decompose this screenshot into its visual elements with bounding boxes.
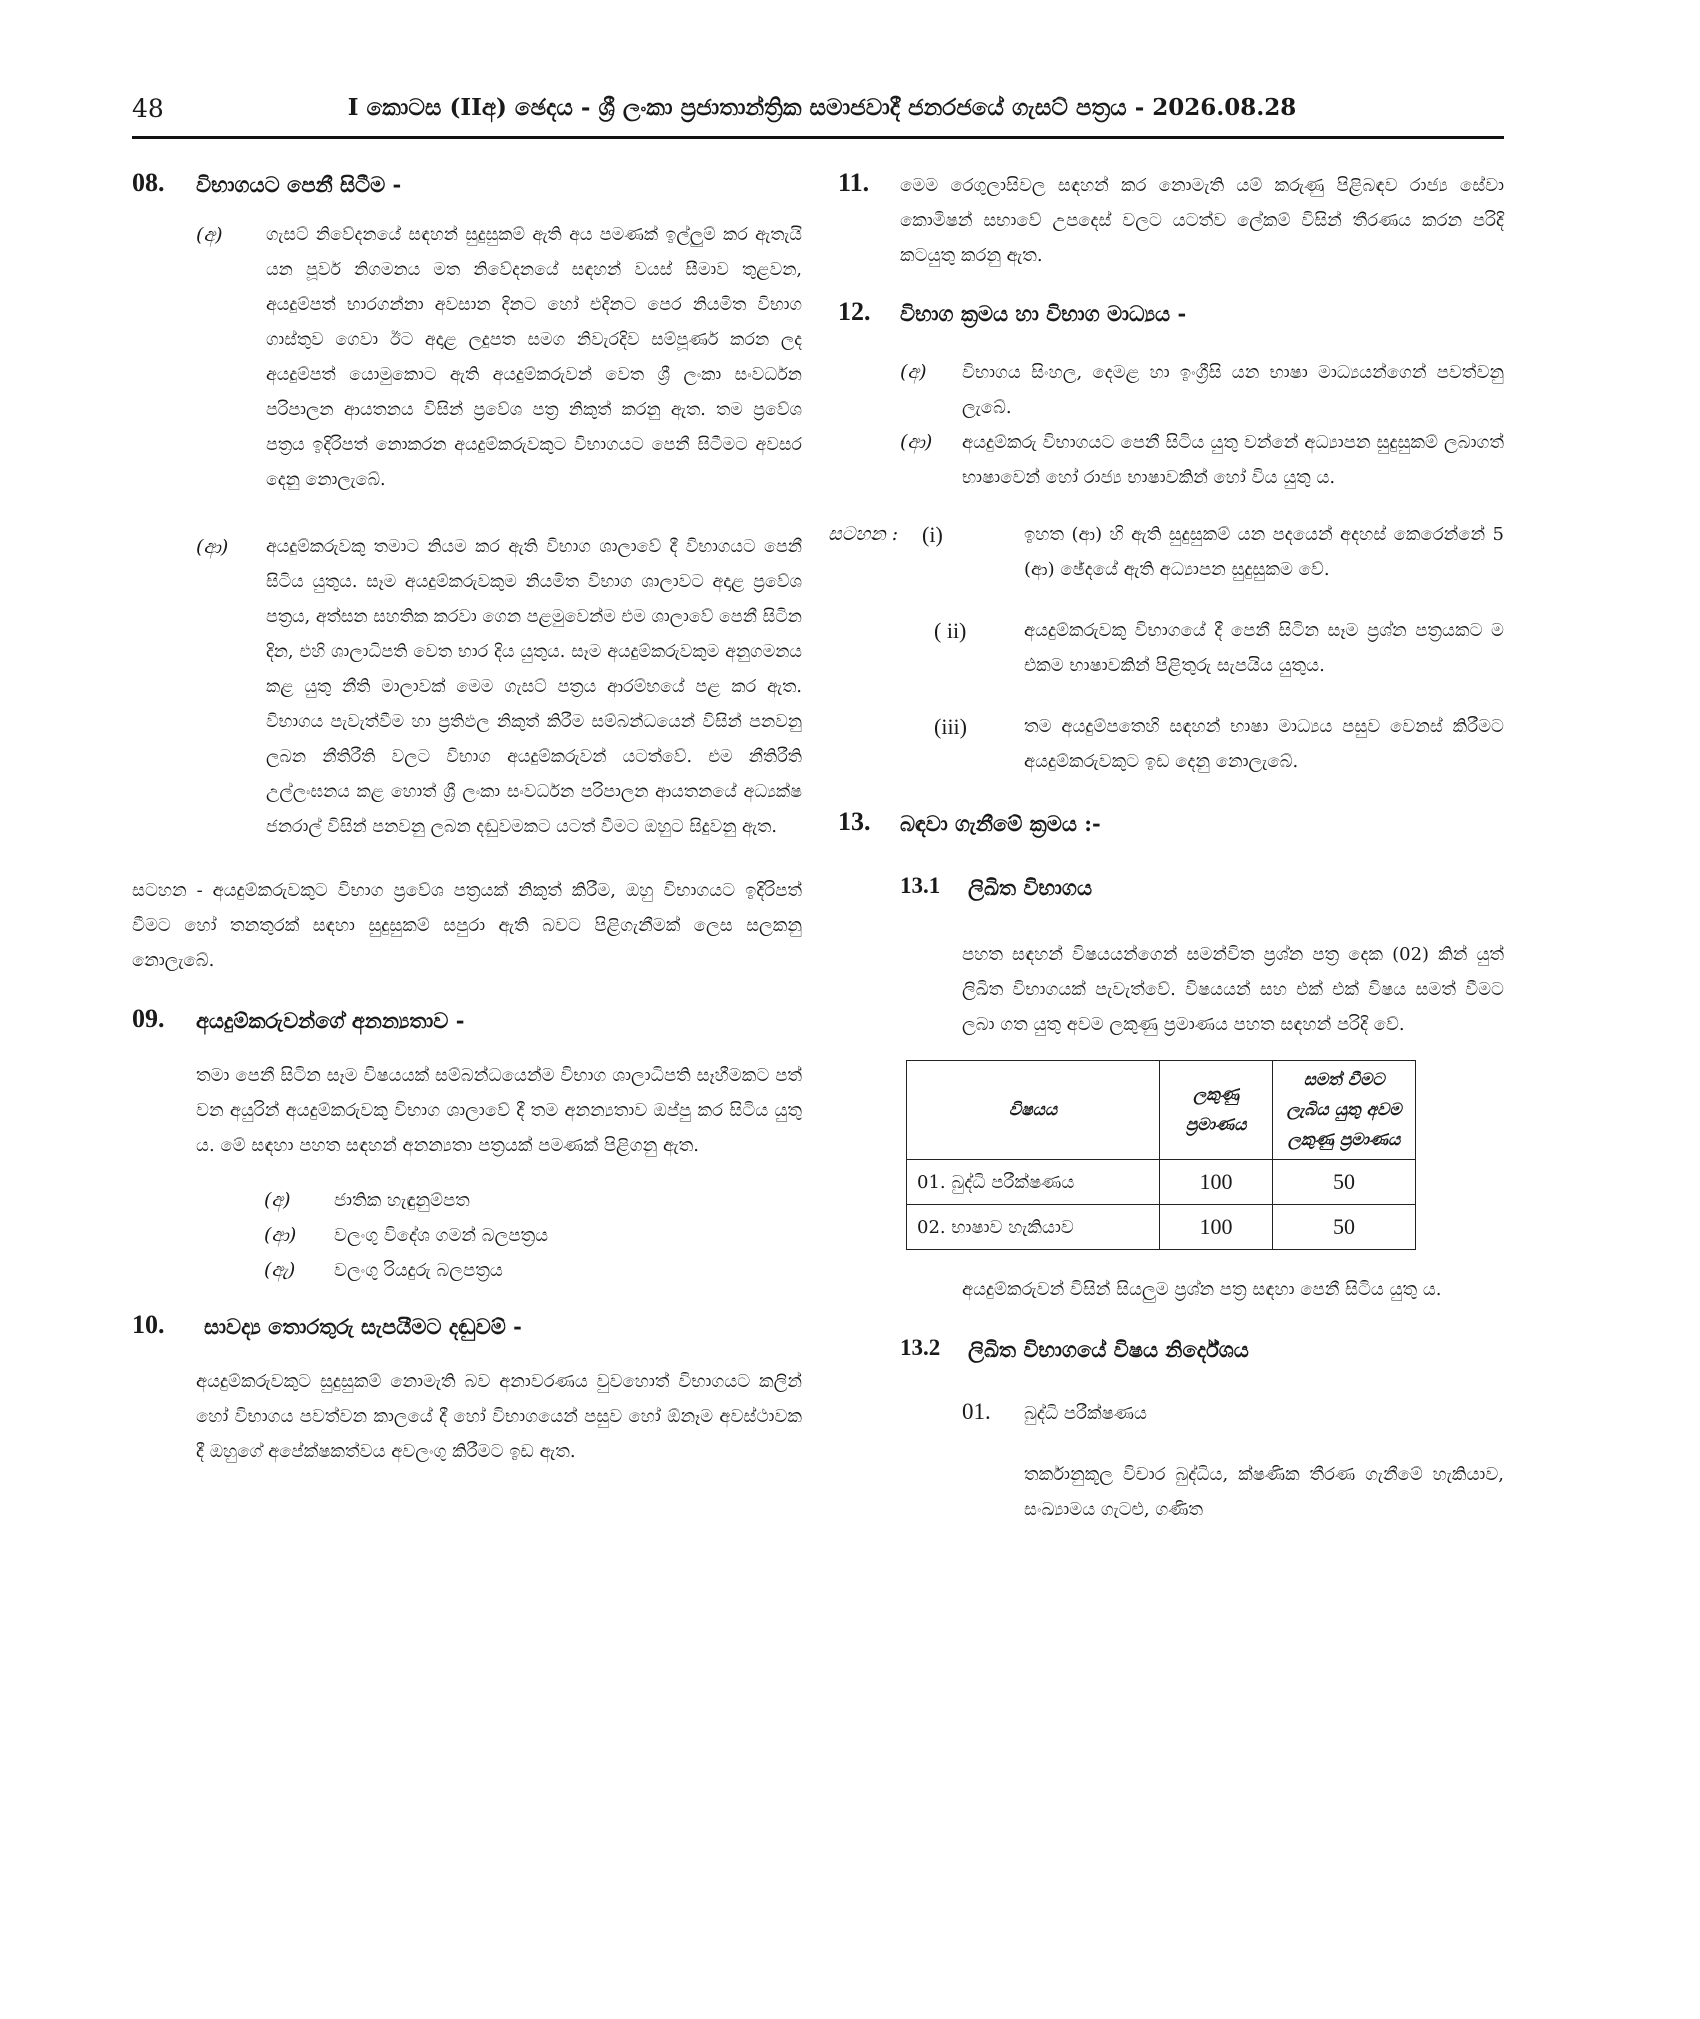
note-text: තම අයදුම්පතෙහි සඳහන් භාෂා මාධ්‍යය පසුව වෙනස් කිරීමට අයදුම්කරුවකුට ඉඩ දෙනු නොලැබේ. <box>1024 716 1504 772</box>
subsection-title: ලිඛිත විභාගය <box>968 875 1093 900</box>
list-item <box>264 1253 802 1288</box>
section-08-heading <box>132 168 802 212</box>
syllabus-item-title: බුද්ධි පරීක්ෂණය <box>1024 1403 1147 1424</box>
section-08-note: සටහන - අයදුම්කරුවකුට විභාග ප්‍රවේශ පත්‍රයක් නිකුත් කිරීම, ඔහු විභාගයට ඉදිරිපත් වීමට හෝ තනතුරක් සඳහා සුදුසුකම් සපුරා ඇති බවට පිළිගැනීමක් ලෙස සලකනු නොලැබේ. <box>132 880 802 971</box>
section-10-heading <box>132 1310 802 1354</box>
table-cell-pass: 50 <box>1273 1160 1416 1205</box>
section-12-clauses <box>900 355 1504 495</box>
section-11 <box>838 168 1504 273</box>
table-cell-subject: 01. බුද්ධි පරීක්ෂණය <box>907 1160 1160 1205</box>
table-row <box>907 1205 1416 1250</box>
subsection-13-1-heading <box>900 871 1504 915</box>
subsection-13-2-heading <box>900 1333 1504 1377</box>
section-12-notes <box>828 517 1504 779</box>
section-title: විභාග ක්‍රමය හා විභාග මාධ්‍යය - <box>900 301 1187 326</box>
page-header <box>132 88 1504 139</box>
section-number: 12. <box>838 297 871 326</box>
section-09-text: තමා පෙනී සිටින සෑම විෂයයක් සම්බන්ධයෙන්ම විභාග ශාලාධිපති සෑහීමකට පත් වන අයුරින් අයදුම්කරුවකු විභාග ශාලාවේ දී තම අනන්‍යතාව ඔප්පු කර සිටිය යුතු ය. මේ සඳහා පහත සඳහන් අනන්‍යතා පත්‍රයක් පමණක් පිළිගනු ඇත. <box>196 1065 802 1156</box>
note-item <box>922 517 1504 587</box>
clause-aa <box>900 425 1504 495</box>
clause-mark: (අ) <box>900 361 927 383</box>
table-cell-marks: 100 <box>1160 1160 1273 1205</box>
clause-text: විභාගය සිංහල, දෙමළ හා ඉංග්‍රීසි යන භාෂා මාධ්‍යයන්ගෙන් පවත්වනු ලැබේ. <box>962 362 1504 418</box>
section-title: බඳවා ගැනීමේ ක්‍රමය :- <box>900 811 1101 836</box>
list-text: වලංගු විදේශ ගමන් බලපත්‍රය <box>334 1225 549 1246</box>
table-header-row <box>907 1061 1416 1160</box>
section-number: 08. <box>132 168 165 197</box>
right-column <box>828 168 1504 1527</box>
clause-text: අයදුම්කරු විභාගයට පෙනී සිටිය යුතු වන්නේ අධ්‍යාපන සුදුසුකම් ලබාගත් භාෂාවෙන් හෝ රාජ්‍ය භාෂාවකින් හෝ විය යුතු ය. <box>962 432 1504 488</box>
section-title: සාවද්‍ය තොරතුරු සැපයීමට දඬුවම් - <box>204 1314 522 1339</box>
table-row <box>907 1160 1416 1205</box>
list-item <box>264 1183 802 1218</box>
list-mark: (ආ) <box>264 1224 297 1246</box>
section-number: 10. <box>132 1310 165 1339</box>
clause-aa <box>196 530 802 845</box>
column-header: සමත් වීමට ලැබිය යුතු අවම ලකුණු ප්‍රමාණය <box>1273 1061 1416 1160</box>
page-number: 48 <box>132 94 164 123</box>
section-title: විභාගයට පෙනී සිටීම - <box>196 172 402 197</box>
syllabus-item-text: තර්කානුකූල විචාර බුද්ධිය, ක්ෂණික තීරණ ගැනීමේ හැකියාව, සංඛ්‍යාමය ගැටළු, ගණිත <box>1024 1464 1504 1520</box>
clause-text: අයදුම්කරුවකු තමාට නියම කර ඇති විභාග ශාලාවේ දී විභාගයට පෙනී සිටිය යුතුය. සෑම අයදුම්කරුවකුම නියමිත විභාග ශාලාවට අදාළ ප්‍රවේශ පත්‍රය, අත්සන සහතික කරවා ගෙන පළමුවෙන්ම එම ශාලාවේ පෙනී සිටින දින, එහි ශාලාධිපති වෙත භාර දිය යුතුය. සෑම අයදුම්කරුවකුම අනුගමනය කළ යුතු නීති මාලාවක් මෙම ගැසට් පත්‍රය ආරම්භයේ පළ කර ඇත. විභාගය පැවැත්වීම හා ප්‍රතිඵල නිකුත් කිරීම සම්බන්ධයෙන් විසින් පනවනු ලබන නීතිරීති වලට විභාග අයදුම්කරුවන් යටත්වේ. එම නීතිරීති උල්ලංඝනය කළ හොත් ශ්‍රී ලංකා සංවර්ධන පරිපාලන ආයතනයේ අධ්‍යක්ෂ ජනරාල් විසින් පනවනු ලබන දඬුවමකට යටත් වීමට ඔහුට සිදුවනු ඇත. <box>266 537 802 837</box>
note-mark: (i) <box>922 522 943 547</box>
section-number: 09. <box>132 1004 165 1033</box>
section-08-body <box>196 218 802 845</box>
section-10-text: අයදුම්කරුවකුට සුදුසුකම් නොමැති බව අනාවරණය වුවහොත් විභාගයට කලින් හෝ විභාගය පවත්වන කාලයේ දී හෝ විභාගයෙන් පසුව හෝ ඕනෑම අවස්ථාවක දී ඔහුගේ අපේක්ෂකත්වය අවලංගු කිරීමට ඉඩ ඇත. <box>196 1371 802 1462</box>
note-mark: ( ii) <box>934 618 967 643</box>
clause-mark: (අ) <box>196 224 223 246</box>
syllabus-item-heading <box>962 1399 1504 1439</box>
section-11-text: මෙම රෙගුලාසිවල සඳහන් කර නොමැති යම් කරුණු පිළිබඳව රාජ්‍ය සේවා කොමිෂන් සභාවේ උපදෙස් වලට යටත්ව ලේකම් විසින් තීරණය කරන පරිදි කටයුතු කරනු ඇත. <box>900 175 1504 266</box>
table-cell-subject: 02. භාෂාව හැකියාව <box>907 1205 1160 1250</box>
syllabus-item-number: 01. <box>962 1399 991 1424</box>
identity-document-list <box>264 1183 802 1288</box>
note-mark: (iii) <box>934 714 967 739</box>
list-mark: (අ) <box>264 1189 291 1211</box>
table-cell-pass: 50 <box>1273 1205 1416 1250</box>
list-item <box>264 1218 802 1253</box>
section-number: 13. <box>838 807 871 836</box>
clause-mark: (ආ) <box>196 536 229 558</box>
note-text: ඉහත (ආ) හි ඇති සුදුසුකම් යන පදයෙන් අදහස් කෙරෙන්නේ 5 (ආ) ඡේදයේ ඇති අධ්‍යාපන සුදුසුකම වේ. <box>1024 524 1504 580</box>
column-header: ලකුණු ප්‍රමාණය <box>1160 1061 1273 1160</box>
section-12-heading <box>838 297 1504 341</box>
column-header: විෂයය <box>907 1061 1160 1160</box>
subsection-title: ලිඛිත විභාගයේ විෂය නිර්දේශය <box>968 1337 1249 1362</box>
section-title: අයදුම්කරුවන්ගේ අනන්‍යතාව - <box>196 1008 465 1033</box>
left-column <box>132 168 802 1469</box>
note-text: අයදුම්කරුවකු විභාගයේ දී පෙනී සිටින සෑම ප්‍රශ්න පත්‍රයකට ම එකම භාෂාවකින් පිළිතුරු සැපයිය යුතුය. <box>1024 620 1504 676</box>
list-text: වලංගු රියදුරු බලපත්‍රය <box>334 1260 503 1281</box>
note-item <box>934 613 1504 683</box>
clause-mark: (ආ) <box>900 431 933 453</box>
subsection-number: 13.1 <box>900 873 941 898</box>
list-mark: (ඇ) <box>264 1259 296 1281</box>
section-13-heading <box>838 807 1504 851</box>
section-09-heading <box>132 1004 802 1048</box>
subsection-number: 13.2 <box>900 1335 941 1360</box>
section-number: 11. <box>838 168 870 197</box>
marks-table <box>906 1060 1416 1250</box>
list-text: ජාතික හැඳුනුම්පත <box>334 1190 470 1211</box>
subsection-13-1-text: පහත සඳහන් විෂයයන්ගෙන් සමන්විත ප්‍රශ්න පත්‍ර දෙක (02) කින් යුත් ලිඛිත විභාගයක් පැවැත්වේ. විෂයයන් සහ එක් එක් විෂය සමත් වීමට ලබා ගත යුතු අවම ලකුණු ප්‍රමාණය පහත සඳහන් පරිදි වේ. <box>962 944 1504 1035</box>
note-label: සටහන : <box>828 523 899 545</box>
clause-a <box>900 355 1504 425</box>
clause-text: ගැසට් නිවේදනයේ සඳහන් සුදුසුකම් ඇති අය පමණක් ඉල්ලුම් කර ඇතැයි යන පූර්ව නිගමනය මත නිවේදනයේ සඳහන් වයස් සීමාව තුළවන, අයදුම්පත් භාරගන්නා අවසාන දිනට හෝ එදිනට පෙර නියමිත විභාග ගාස්තුව ගෙවා ඊට අදාළ ලදුපත සමග නිවැරදිව සම්පූර්ණ කරන ලද අයදුම්පත් යොමුකොට ඇති අයදුම්කරුවන් වෙත ශ්‍රී ලංකා සංවර්ධන පරිපාලන ආයතනය විසින් ප්‍රවේශ පත්‍ර නිකුත් කරනු ඇත. තම ප්‍රවේශ පත්‍රය ඉදිරිපත් නොකරන අයදුම්කරුවකුට විභාගයට පෙනී සිටීමට අවසර දෙනු නොලැබේ. <box>266 225 802 490</box>
table-cell-marks: 100 <box>1160 1205 1273 1250</box>
running-title: I කොටස (IIඅ) ඡෙදය - ශ්‍රී ලංකා ප්‍රජාතාන්ත්‍රික සමාජවාදී ජනරජයේ ගැසට් පත්‍රය - 2026.08.28 <box>347 94 1297 121</box>
note-item <box>934 709 1504 779</box>
clause-a <box>196 218 802 498</box>
after-table-text: අයදුම්කරුවන් විසින් සියලුම ප්‍රශ්න පත්‍ර සඳහා පෙනී සිටිය යුතු ය. <box>962 1279 1442 1300</box>
